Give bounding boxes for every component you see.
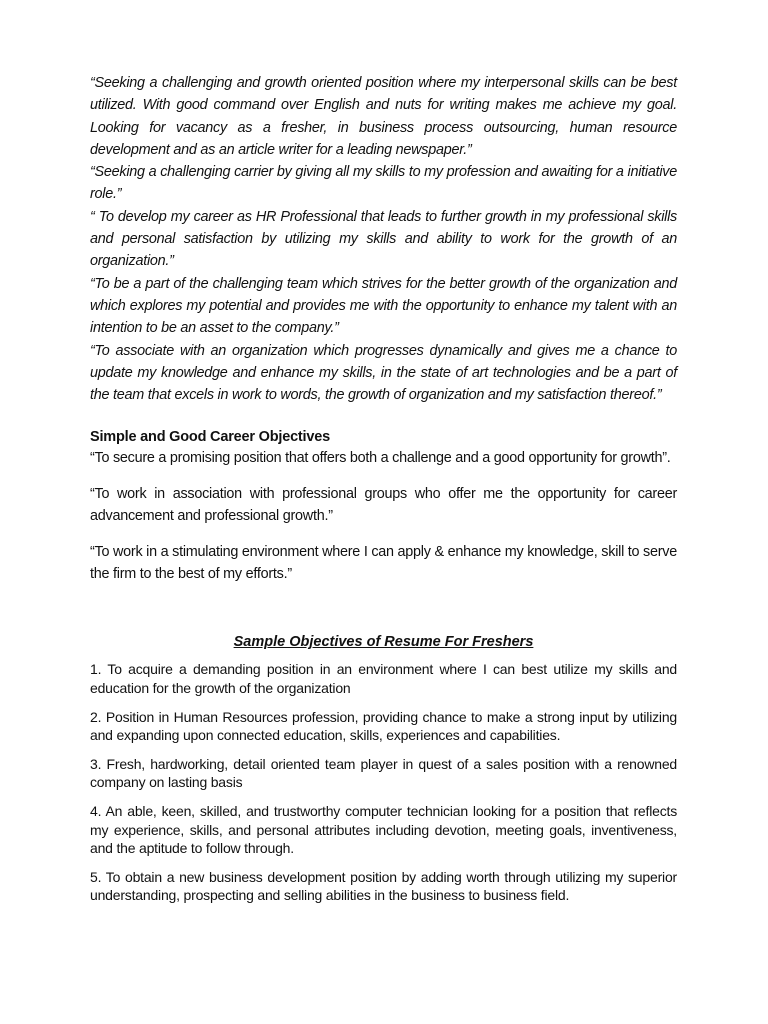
fresher-objective: 2. Position in Human Resources profession, providing chance to make a strong input by utilizing and expanding upon connected education, skills, experiences and capabilities. [90,708,677,744]
intro-objective: “To be a part of the challenging team which strives for the better growth of the organization and which explores my potential and provides me with the opportunity to enhance my talent with an intention to be an asset to the company.” [90,275,677,337]
fresher-objectives-list [90,660,677,905]
simple-objective: “To work in association with professional groups who offer me the opportunity for career advancement and professional growth.” [90,486,677,525]
simple-objectives-heading: Simple and Good Career Objectives [90,429,330,446]
simple-objective: “To secure a promising position that offers both a challenge and a good opportunity for growth”. [90,450,671,467]
fresher-objectives-title: Sample Objectives of Resume For Freshers [233,634,534,651]
intro-objectives [90,72,677,406]
simple-objectives-list [90,447,677,585]
intro-objective: “Seeking a challenging carrier by giving all my skills to my profession and awaiting for a initiative role.” [90,164,677,203]
fresher-objective: 5. To obtain a new business development position by adding worth through utilizing my superior understanding, prospecting and selling abilities in the business to business field. [90,868,677,904]
simple-objective: “To work in a stimulating environment where I can apply & enhance my knowledge, skill to serve the firm to the best of my efforts.” [90,544,677,583]
intro-objective: “Seeking a challenging and growth oriented position where my interpersonal skills can be best utilized. With good command over English and nuts for writing makes me achieve my goal. Looking for vacancy as a fresher, in business process outsourcing, human resource development and as an article writer for a leading newspaper.” [90,75,677,158]
fresher-objective: 4. An able, keen, skilled, and trustworthy computer technician looking for a position that reflects my experience, skills, and personal attributes including devotion, meeting goals, inventiveness, and the aptitude to follow through. [90,803,677,857]
document-page [90,72,677,905]
intro-objective: “ To develop my career as HR Professional that leads to further growth in my professional skills and personal satisfaction by utilizing my skills and ability to work for the growth of an organization.” [90,208,677,270]
intro-objective: “To associate with an organization which progresses dynamically and gives me a chance to update my knowledge and enhance my skills, in the state of art technologies and be a part of the team that excels in work to words, the growth of organization and my satisfaction thereof.” [90,342,677,404]
fresher-objective: 1. To acquire a demanding position in an environment where I can best utilize my skills and education for the growth of the organization [90,661,677,697]
fresher-objective: 3. Fresh, hardworking, detail oriented team player in quest of a sales position with a renowned company on lasting basis [90,755,677,791]
